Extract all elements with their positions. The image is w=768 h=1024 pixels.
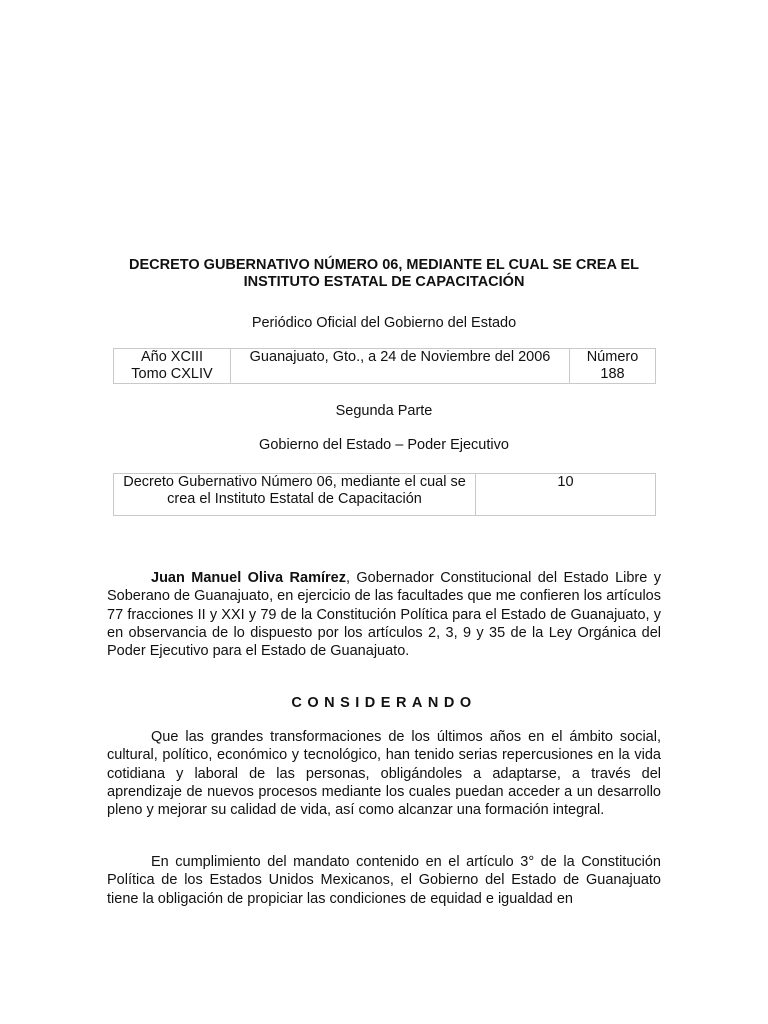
contents-page-number: 10	[557, 474, 574, 490]
tome-label: Tomo CXLIV	[131, 366, 213, 382]
year-tome-cell	[114, 349, 231, 384]
considerando-paragraph-2: En cumplimiento del mandato contenido en el artículo 3° de la Constitución Política de los Estados Unidos Mexicanos, el Gobierno del Estado de Guanajuato tiene la obligación de propiciar las condiciones de equidad e igualdad en	[107, 854, 661, 907]
contents-page-cell	[476, 474, 656, 516]
publication-info-table	[113, 348, 656, 384]
contents-row	[114, 474, 656, 516]
intro-text: , Gobernador Constitucional del Estado Libre y Soberano de Guanajuato, en ejercicio de las facultades que me confieren los artículos 77 fracciones II y XXI y 79 de la Constitución Política para el Estado de Guanajuato, y en observancia de lo dispuesto por los artículos 2, 3, 9 y 35 de la Ley Orgánica del Poder Ejecutivo para el Estado de Guanajuato.	[107, 570, 661, 660]
issue-number-cell	[570, 349, 656, 384]
publication-info-row	[114, 349, 656, 384]
periodical-name: Periódico Oficial del Gobierno del Estado	[251, 315, 517, 331]
part-label: Segunda Parte	[335, 403, 433, 419]
considerando-heading: CONSIDERANDO	[291, 695, 477, 711]
contents-entry-cell	[114, 474, 476, 516]
governor-name: Juan Manuel Oliva Ramírez	[151, 570, 346, 586]
document-title-line-1: DECRETO GUBERNATIVO NÚMERO 06, MEDIANTE EL CUAL SE CREA EL	[129, 257, 639, 273]
government-label: Gobierno del Estado – Poder Ejecutivo	[259, 437, 509, 453]
contents-table	[113, 473, 656, 516]
considerando-paragraph-1: Que las grandes transformaciones de los últimos años en el ámbito social, cultural, político, económico y tecnológico, han tenido serias repercusiones en la vida cotidiana y laboral de las personas, obligándoles a adaptarse, a través del aprendizaje de nuevos procesos mediante los cuales puedan acceder a un desarrollo pleno y mejorar su calidad de vida, así como alcanzar una formación integral.	[107, 729, 661, 819]
place-date-cell	[231, 349, 570, 384]
document-title-line-2: INSTITUTO ESTATAL DE CAPACITACIÓN	[243, 274, 525, 290]
contents-entry-line-2: crea el Instituto Estatal de Capacitación	[167, 491, 422, 507]
intro-paragraph	[107, 569, 661, 660]
issue-number-label: Número	[586, 349, 639, 365]
contents-entry-line-1: Decreto Gubernativo Número 06, mediante el cual se	[123, 474, 466, 490]
issue-number-value: 188	[600, 366, 625, 382]
year-label: Año XCIII	[140, 349, 204, 365]
place-date: Guanajuato, Gto., a 24 de Noviembre del 2006	[249, 349, 551, 365]
document-title	[90, 257, 678, 291]
